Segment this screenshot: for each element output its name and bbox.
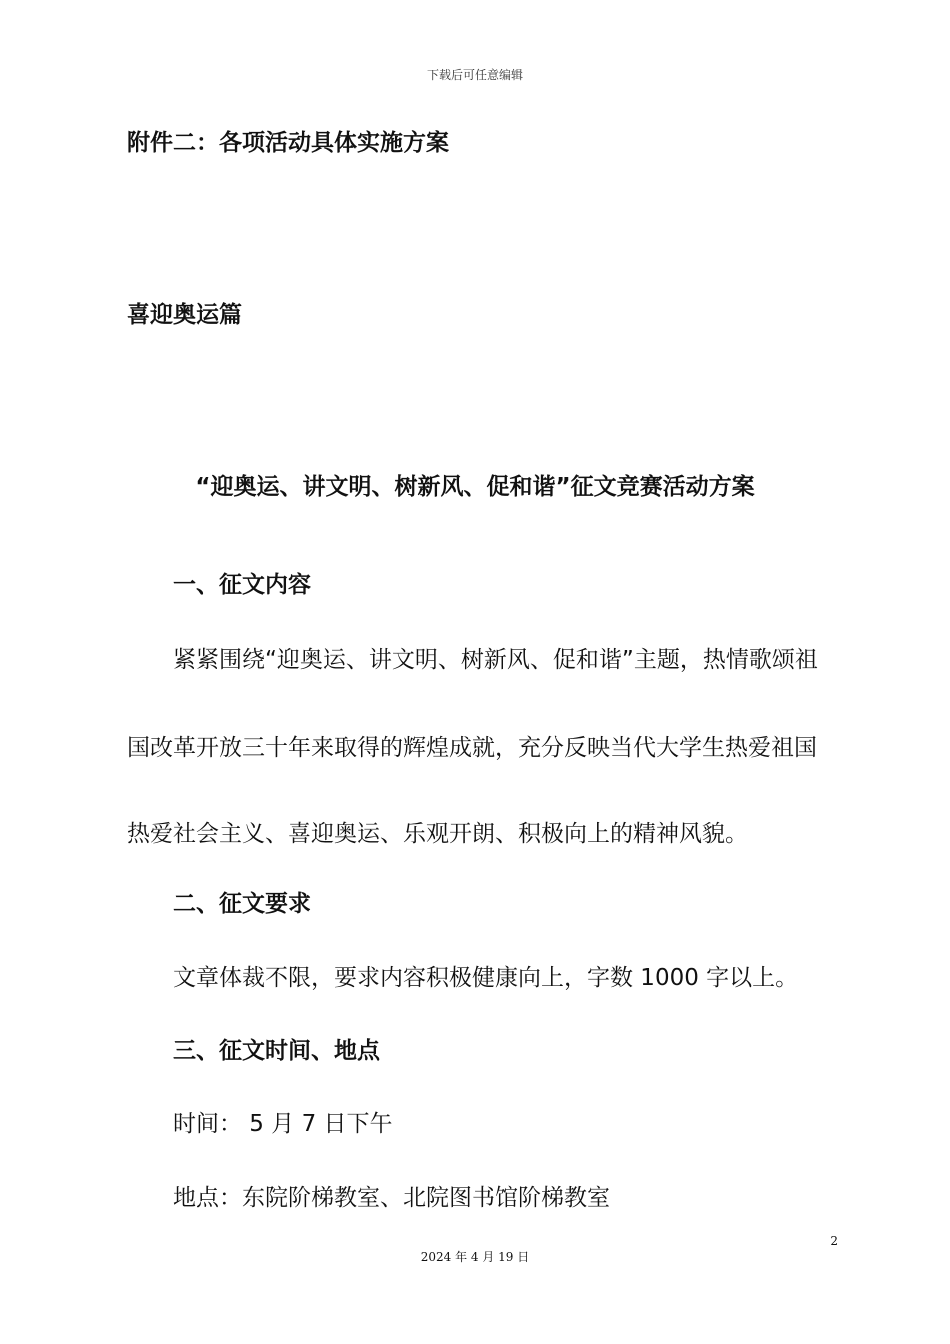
page-number: 2 (830, 1234, 838, 1248)
page-footer-date: 2024 年 4 月 19 日 (420, 1250, 530, 1264)
paragraph-line: 紧紧围绕“迎奥运、讲文明、树新风、促和谐”主题，热情歌颂祖 (173, 647, 818, 673)
section-heading-time-place: 三、征文时间、地点 (173, 1038, 380, 1064)
section-heading-requirements: 二、征文要求 (173, 891, 311, 917)
document-title: “迎奥运、讲文明、树新风、促和谐”征文竞赛活动方案 (195, 474, 755, 500)
paragraph-line: 文章体裁不限，要求内容积极健康向上，字数 1000 字以上。 (173, 965, 799, 991)
page-header: 下载后可任意编辑 (426, 68, 523, 82)
attachment-title: 附件二：各项活动具体实施方案 (127, 130, 449, 156)
time-line: 时间： 5 月 7 日下午 (173, 1111, 393, 1137)
paragraph-line: 热爱社会主义、喜迎奥运、乐观开朗、积极向上的精神风貌。 (127, 821, 748, 847)
place-line: 地点：东院阶梯教室、北院图书馆阶梯教室 (173, 1185, 610, 1211)
section-heading-content: 一、征文内容 (173, 572, 311, 598)
section-title: 喜迎奥运篇 (127, 302, 242, 328)
paragraph-line: 国改革开放三十年来取得的辉煌成就，充分反映当代大学生热爱祖国 (127, 735, 817, 761)
